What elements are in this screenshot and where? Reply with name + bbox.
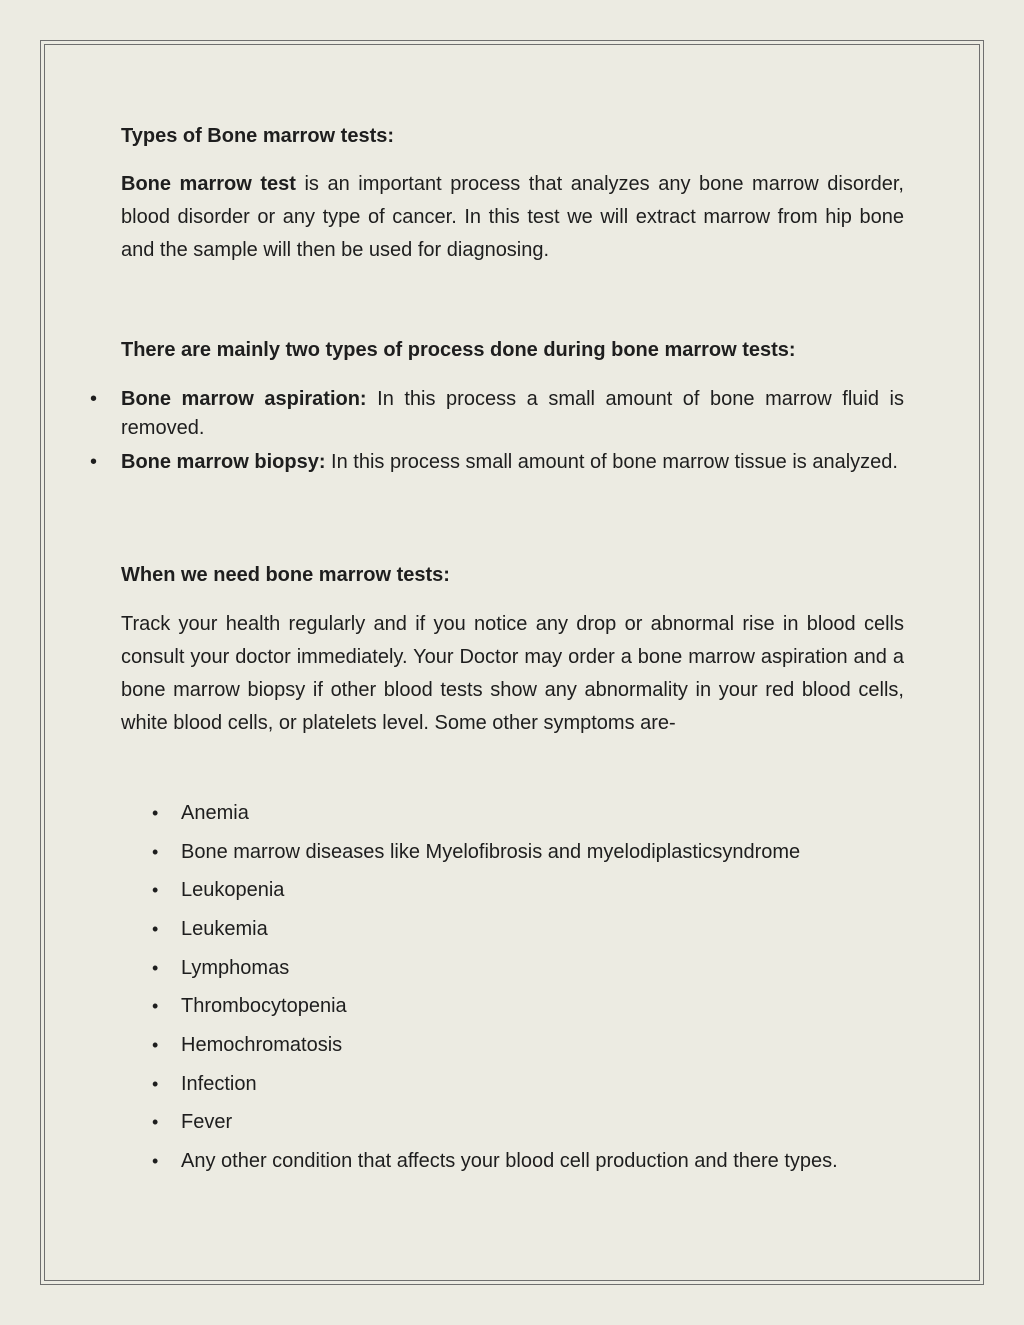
bullet-icon: • bbox=[152, 1112, 159, 1132]
list-item bbox=[152, 992, 347, 1020]
bullet-icon: • bbox=[152, 958, 159, 978]
process-item-biopsy bbox=[90, 448, 904, 477]
intro-text: is an important process that analyzes any bone marrow disorder, blood disorder or any type of cancer. In this test we will extract marrow from hip bone and the sample will then be used for diagnosing. bbox=[121, 173, 904, 261]
symptom-text: Fever bbox=[181, 1111, 233, 1133]
intro-paragraph bbox=[121, 168, 904, 267]
symptom-text: Bone marrow diseases like Myelofibrosis and myelodiplasticsyndrome bbox=[181, 841, 801, 863]
heading-types: Types of Bone marrow tests: bbox=[121, 125, 395, 147]
heading-process-types: There are mainly two types of process done during bone marrow tests: bbox=[121, 339, 796, 361]
symptom-text: Leukemia bbox=[181, 918, 268, 940]
bullet-icon: • bbox=[152, 880, 159, 900]
bullet-icon: • bbox=[152, 919, 159, 939]
symptom-text: Infection bbox=[181, 1073, 257, 1095]
bullet-icon: • bbox=[152, 1035, 159, 1055]
bullet-icon: • bbox=[90, 451, 98, 473]
process-item-aspiration bbox=[90, 385, 904, 443]
process-label: Bone marrow biopsy: bbox=[121, 451, 326, 473]
intro-bold-term: Bone marrow test bbox=[121, 173, 296, 195]
bullet-icon: • bbox=[152, 996, 159, 1016]
list-item bbox=[152, 954, 290, 982]
process-label: Bone marrow aspiration: bbox=[121, 388, 367, 410]
list-item bbox=[152, 1147, 838, 1175]
symptom-text: Any other condition that affects your blood cell production and there types. bbox=[181, 1150, 838, 1172]
symptom-text: Leukopenia bbox=[181, 879, 285, 901]
bullet-icon: • bbox=[90, 388, 98, 410]
heading-when-needed: When we need bone marrow tests: bbox=[121, 564, 450, 586]
process-text: In this process a small amount of bone marrow fluid is removed. bbox=[121, 388, 904, 439]
list-item bbox=[152, 838, 801, 866]
when-paragraph: Track your health regularly and if you notice any drop or abnormal rise in blood cells consult your doctor immediately. Your Doctor may order a bone marrow aspiration and a bone marrow biopsy if other blood tests show any abnormality in your red blood cells, white blood cells, or platelets level. Some other symptoms are- bbox=[121, 613, 904, 734]
bullet-icon: • bbox=[152, 1151, 159, 1171]
symptom-text: Lymphomas bbox=[181, 957, 290, 979]
list-item bbox=[152, 915, 268, 943]
symptom-text: Hemochromatosis bbox=[181, 1034, 343, 1056]
bullet-icon: • bbox=[152, 803, 159, 823]
bullet-icon: • bbox=[152, 842, 159, 862]
list-item bbox=[152, 1108, 233, 1136]
list-item bbox=[152, 1070, 257, 1098]
symptom-text: Anemia bbox=[181, 802, 249, 824]
bullet-icon: • bbox=[152, 1074, 159, 1094]
list-item bbox=[152, 1031, 343, 1059]
list-item bbox=[152, 876, 285, 904]
process-text: In this process small amount of bone marrow tissue is analyzed. bbox=[325, 451, 898, 473]
symptom-text: Thrombocytopenia bbox=[181, 995, 347, 1017]
list-item bbox=[152, 799, 249, 827]
